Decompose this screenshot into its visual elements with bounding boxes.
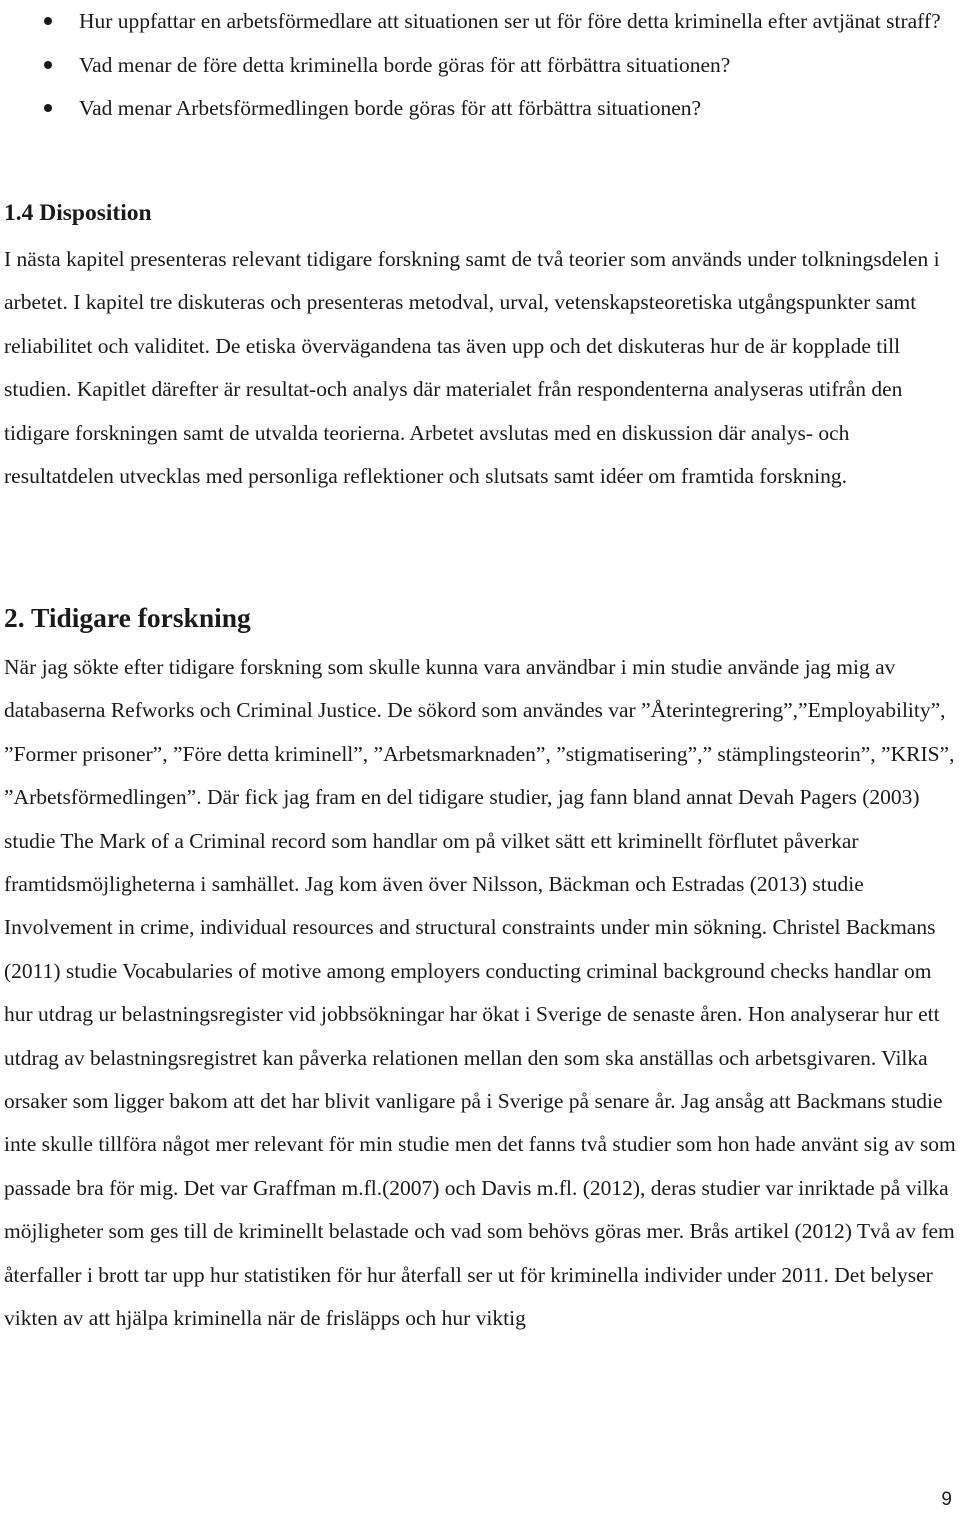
list-item [44, 44, 954, 88]
list-item-text: Vad menar de före detta kriminella borde göras för att förbättra situationen? [79, 52, 731, 77]
tidigare-forskning-paragraph: När jag sökte efter tidigare forskning som skulle kunna vara användbar i min studie använde jag mig av databaserna Refworks och Criminal Justice. De sökord som användes var ”Återintegrering”,”Employability”, ”Former prisoner”, ”Före detta kriminell”, ”Arbetsmarknaden”, ”stigmatisering”,” stämplingsteorin”, ”KRIS”, ”Arbetsförmedlingen”. Där fick jag fram en del tidigare studier, jag fann bland annat Devah Pagers (2003) studie The Mark of a Criminal record som handlar om på vilket sätt ett kriminellt förflutet påverkar framtidsmöjligheterna i samhället. Jag kom även över Nilsson, Bäckman och Estradas (2013) studie Involvement in crime, individual resources and structural constraints under min sökning. Christel Backmans (2011) studie Vocabularies of motive among employers conducting criminal background checks handlar om hur utdrag ur belastningsregister vid jobbsökningar har ökat i Sverige de senaste åren. Hon analyserar hur ett utdrag av belastningsregistret kan påverka relationen mellan den som ska anställas och arbetsgivaren. Vilka orsaker som ligger bakom att det har blivit vanligare på i Sverige på senare år. Jag ansåg att Backmans studie inte skulle tillföra något mer relevant för min studie men det fanns två studier som hon hade använt sig av som passade bra för mig. Det var Graffman m.fl.(2007) och Davis m.fl. (2012), deras studier var inriktade på vilka möjligheter som ges till de kriminellt belastade och vad som behövs göras mer. Brås artikel (2012) Två av fem återfaller i brott tar upp hur statistiken för hur återfall ser ut för kriminella individer under 2011. Det belyser vikten av att hjälpa kriminella när de frisläpps och hur viktig [4, 655, 956, 1331]
list-item [44, 87, 954, 131]
list-item-text: Hur uppfattar en arbetsförmedlare att situationen ser ut för före detta kriminella efter avtjänat straff? [79, 9, 941, 33]
list-item-text: Vad menar Arbetsförmedlingen borde göras för att förbättra situationen? [79, 96, 702, 120]
bullet-icon [44, 61, 52, 69]
bullet-icon [44, 17, 52, 25]
page-number: 9 [941, 1489, 952, 1510]
section-heading-tidigare-forskning: 2. Tidigare forskning [4, 602, 251, 633]
question-list [44, 0, 954, 131]
bullet-icon [44, 104, 52, 112]
section-heading-disposition: 1.4 Disposition [4, 200, 152, 226]
list-item [44, 0, 954, 44]
disposition-paragraph: I nästa kapitel presenteras relevant tidigare forskning samt de två teorier som används under tolkningsdelen i arbetet. I kapitel tre diskuteras och presenteras metodval, urval, vetenskapsteoretiska utgångspunkter samt reliabilitet och validitet. De etiska övervägandena tas även upp och det diskuteras hur de är kopplade till studien. Kapitlet därefter är resultat-och analys där materialet från respondenterna analyseras utifrån den tidigare forskningen samt de utvalda teorierna. Arbetet avslutas med en diskussion där analys- och resultatdelen utvecklas med personliga reflektioner och slutsats samt idéer om framtida forskning. [4, 247, 940, 489]
